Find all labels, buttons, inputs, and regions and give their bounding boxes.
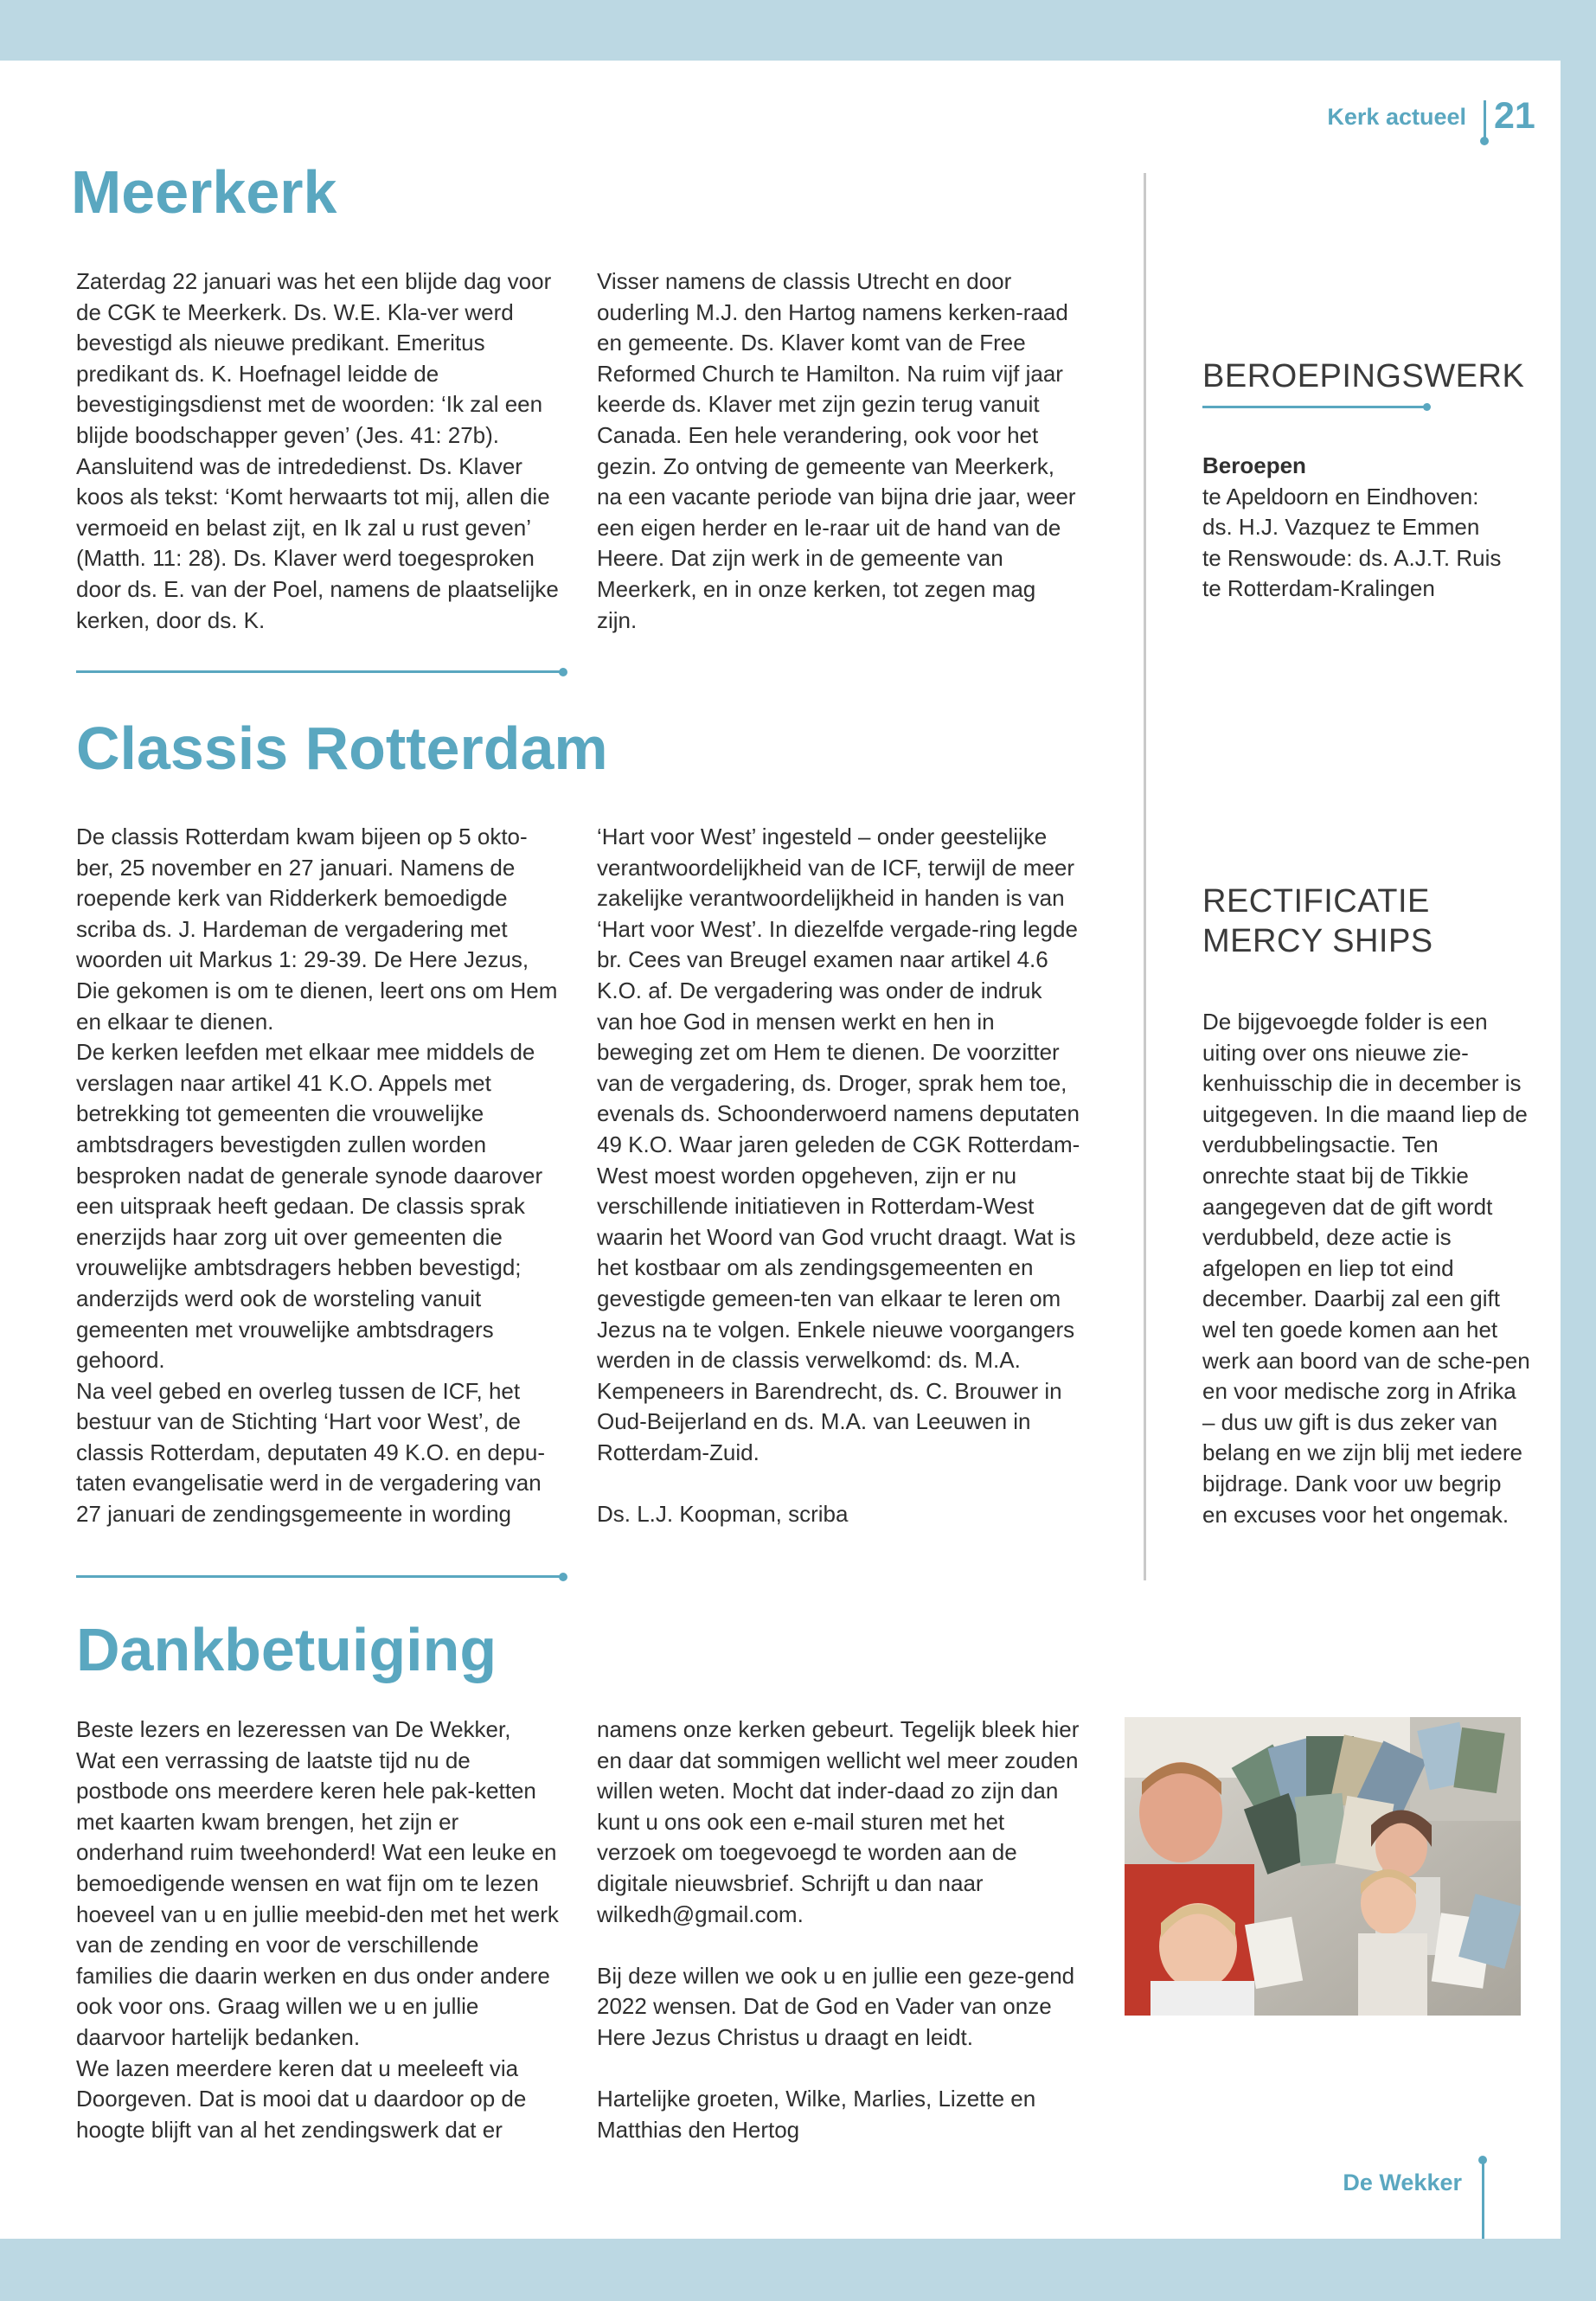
rectificatie-body [1202, 1007, 1531, 1530]
classis-paragraph-1: De classis Rotterdam kwam bijeen op 5 okto-ber, 25 november en 27 januari. Namens de roepende kerk van Ridderkerk bemoedigde scriba ds. J. Hardeman de vergadering met woorden uit Markus 1: 29-39. De Here Jezus, Die gekomen is om te dienen, leert ons om Hem en elkaar te dienen. [76, 824, 558, 1035]
footer-divider [1482, 2161, 1484, 2239]
page-number: 21 [1494, 95, 1535, 137]
beroep-line: ds. H.J. Vazquez te Emmen [1202, 514, 1480, 541]
dankbetuiging-paragraph-1: Wat een verrassing de laatste tijd nu de postbode ons meerdere keren hele pak-ketten met kaarten kwam brengen, het zijn er onderhand ruim tweehonderd! Wat een leuke en bemoedigende wensen en wat fijn om te lezen hoeveel van u en jullie meebid-den met het werk van de zending en voor de verschillende families die daarin werken en dus onder andere ook voor ons. Graag willen we u en jullie daarvoor hartelijk bedanken. [76, 1747, 559, 2050]
rectificatie-paragraph: De bijgevoegde folder is een uiting over ons nieuwe zie-kenhuisschip die in december is uitgegeven. In die maand liep de verdubbelingsactie. Ten onrechte staat bij de Tikkie aangegeven dat de gift wordt verdubbeld, deze actie is afgelopen en liep tot eind december. Daarbij zal een gift wel ten goede komen aan het werk aan boord van de sche-pen en voor medische zorg in Afrika – dus uw gift is dus zeker van belang en we zijn blij met iedere bijdrage. Dank voor uw begrip en excuses voor het ongemak. [1202, 1009, 1530, 1528]
newsletter-text: namens onze kerken gebeurt. Tegelijk bleek hier en daar dat sommigen wellicht wel meer zouden willen weten. Mocht dat inder-daad zo zijn dan kunt u ons ook een e-mail sturen met het verzoek om toegevoegd te worden aan de digitale nieuwsbrief. Schrijft u dan naar [597, 1716, 1080, 1896]
sidebar-divider [1144, 173, 1146, 1580]
classis-column-1 [76, 822, 561, 1530]
beroep-line: te Apeldoorn en Eindhoven: [1202, 483, 1479, 510]
magazine-name: De Wekker [1343, 2170, 1462, 2195]
section-label: Kerk actueel [1327, 104, 1466, 130]
meerkerk-paragraph-2: Visser namens de classis Utrecht en door ouderling M.J. den Hartog namens kerken-raad en gemeente. Ds. Klaver komt van de Free Reformed Church te Hamilton. Na ruim vijf jaar keerde ds. Klaver met zijn gezin terug vanuit Canada. Een hele verandering, ook voor het gezin. Zo ontving de gemeente van Meerkerk, na een vacante periode van bijna drie jaar, weer een eigen herder en le-raar uit de hand van de Heere. Dat zijn werk in de gemeente van Meerkerk, en in onze kerken, tot zegen mag zijn. [597, 268, 1076, 633]
beroepingswerk-underline [1202, 406, 1427, 408]
classis-paragraph-3: Na veel gebed en overleg tussen de ICF, het bestuur van de Stichting ‘Hart voor West’, de classis Rotterdam, deputaten 49 K.O. en depu-taten evangelisatie werd in de vergadering van 27 januari de zendingsgemeente in wording [76, 1377, 545, 1528]
dankbetuiging-greeting: Beste lezers en lezeressen van De Wekker, [76, 1716, 511, 1742]
beroep-line: te Renswoude: ds. A.J.T. Ruis [1202, 544, 1502, 571]
page-frame-top [0, 0, 1596, 61]
header-divider [1484, 100, 1486, 140]
family-photo-illustration [1125, 1717, 1521, 2016]
classis-paragraph-2: De kerken leefden met elkaar mee middels de verslagen naar artikel 41 K.O. Appels met betrekking tot gemeenten die vrouwelijke ambtsdragers bevestigden zullen worden besproken nadat de generale synode daarover een uitspraak heeft gedaan. De classis sprak enerzijds haar zorg uit over gemeenten die vrouwelijke ambtsdragers hebben bevestigd; anderzijds werd ook de worsteling vanuit gemeenten met vrouwelijke ambtsdragers gehoord. [76, 1039, 543, 1374]
page-frame-bottom [0, 2239, 1596, 2301]
classis-rotterdam-heading: Classis Rotterdam [76, 715, 608, 782]
classis-signature: Ds. L.J. Koopman, scriba [597, 1501, 849, 1528]
header-divider-dot [1480, 137, 1489, 145]
meerkerk-paragraph-1: Zaterdag 22 januari was het een blijde dag voor de CGK te Meerkerk. Ds. W.E. Kla-ver werd bevestigd als nieuwe predikant. Emeritus predikant ds. K. Hoefnagel leidde de bevestigingsdienst met de woorden: ‘Ik zal een blijde boodschapper geven’ (Jes. 41: 27b). Aansluitend was de intrededienst. Ds. Klaver koos als tekst: ‘Komt herwaarts tot mij, allen die vermoeid en belast zijt, en Ik zal u rust geven’ (Matth. 11: 28). Ds. Klaver werd toegesproken door ds. E. van der Poel, namens de plaatselijke kerken, door ds. K. [76, 268, 559, 633]
dankbetuiging-paragraph-2: We lazen meerdere keren dat u meeleeft via Doorgeven. Dat is mooi dat u daardoor op de hoogte blijft van al het zendingswerk dat er [76, 2054, 527, 2143]
meerkerk-heading: Meerkerk [71, 158, 337, 226]
classis-paragraph-4: ‘Hart voor West’ ingesteld – onder geestelijke verantwoordelijkheid van de ICF, terwijl de meer zakelijke verantwoordelijkheid in handen is van ‘Hart voor West’. In diezelfde vergade-ring legde br. Cees van Breugel examen naar artikel 4.6 K.O. af. De vergadering was onder de indruk van hoe God in mensen werkt en hen in beweging zet om Hem te dienen. De voorzitter van de vergadering, ds. Droger, sprak hem toe, evenals ds. Schoonderwoerd namens deputaten 49 K.O. Waar jaren geleden de CGK Rotterdam-West moest worden opgeheven, zijn er nu verschillende initiatieven in Rotterdam-West waarin het Woord van God vrucht draagt. Wat is het kostbaar om als zendingsgemeenten en gevestigde gemeen-ten van elkaar te leren om Jezus na te volgen. Enkele nieuwe voorgangers werden in de classis verwelkomd: ds. M.A. Kempeneers in Barendrecht, ds. C. Brouwer in Oud-Beijerland en ds. M.A. van Leeuwen in Rotterdam-Zuid. [597, 824, 1080, 1465]
dankbetuiging-column-2 [597, 1715, 1081, 2145]
dankbetuiging-closing: Hartelijke groeten, Wilke, Marlies, Lizette en Matthias den Hertog [597, 2086, 1036, 2143]
dankbetuiging-paragraph-4: Bij deze willen we ook u en jullie een geze-gend 2022 wensen. Dat de God en Vader van onze Here Jezus Christus u draagt en leidt. [597, 1962, 1075, 2050]
dankbetuiging-column-1 [76, 1715, 561, 2145]
beroepen-label: Beroepen [1202, 452, 1306, 478]
rectificatie-heading [1202, 881, 1433, 961]
beroep-line: te Rotterdam-Kralingen [1202, 575, 1435, 602]
newsletter-text-end: . [797, 1900, 804, 1927]
rectificatie-heading-line-2: MERCY SHIPS [1202, 923, 1433, 959]
beroepingswerk-heading: BEROEPINGSWERK [1202, 358, 1525, 394]
dankbetuiging-paragraph-3 [597, 1715, 1081, 1930]
email-link[interactable]: wilkedh@gmail.com [597, 1900, 798, 1927]
section-separator [76, 670, 563, 673]
meerkerk-column-2 [597, 266, 1081, 636]
section-separator [76, 1575, 563, 1578]
beroepingswerk-body [1202, 451, 1531, 605]
page-frame-right [1561, 0, 1596, 2301]
dankbetuiging-heading: Dankbetuiging [76, 1616, 497, 1683]
meerkerk-column-1 [76, 266, 561, 636]
classis-column-2 [597, 822, 1081, 1530]
rectificatie-heading-line-1: RECTIFICATIE [1202, 883, 1430, 920]
family-photo [1125, 1717, 1521, 2016]
